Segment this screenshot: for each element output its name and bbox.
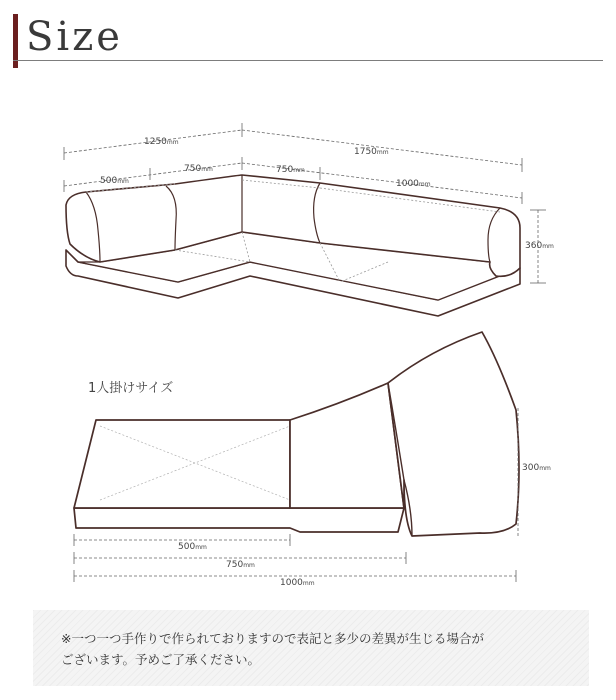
single-dim-500: 500mm <box>178 542 207 552</box>
single-dim-750: 750mm <box>226 560 255 570</box>
dim-label-500: 500mm <box>100 176 129 186</box>
single-dim-300: 300mm <box>522 463 551 473</box>
single-seat-label: 1人掛けサイズ <box>88 381 174 396</box>
disclaimer-line-1: ※一つ一つ手作りで作られておりますので表記と多少の差異が生じる場合が <box>61 631 484 646</box>
disclaimer-note <box>33 610 589 686</box>
dim-label-1750: 1750mm <box>354 147 389 157</box>
page-title: Size <box>26 14 123 60</box>
dim-label-360: 360mm <box>525 241 554 251</box>
disclaimer-text <box>61 628 581 670</box>
dim-label-750-left: 750mm <box>184 164 213 174</box>
disclaimer-line-2: ございます。予めご了承ください。 <box>61 652 261 667</box>
dim-label-1000: 1000mm <box>396 179 431 189</box>
single-dim-1000: 1000mm <box>280 578 315 588</box>
dim-label-1250: 1250mm <box>144 137 179 147</box>
single-seat-illustration <box>74 332 519 536</box>
dim-label-750-right: 750mm <box>276 165 305 175</box>
corner-sofa-illustration <box>66 175 520 316</box>
